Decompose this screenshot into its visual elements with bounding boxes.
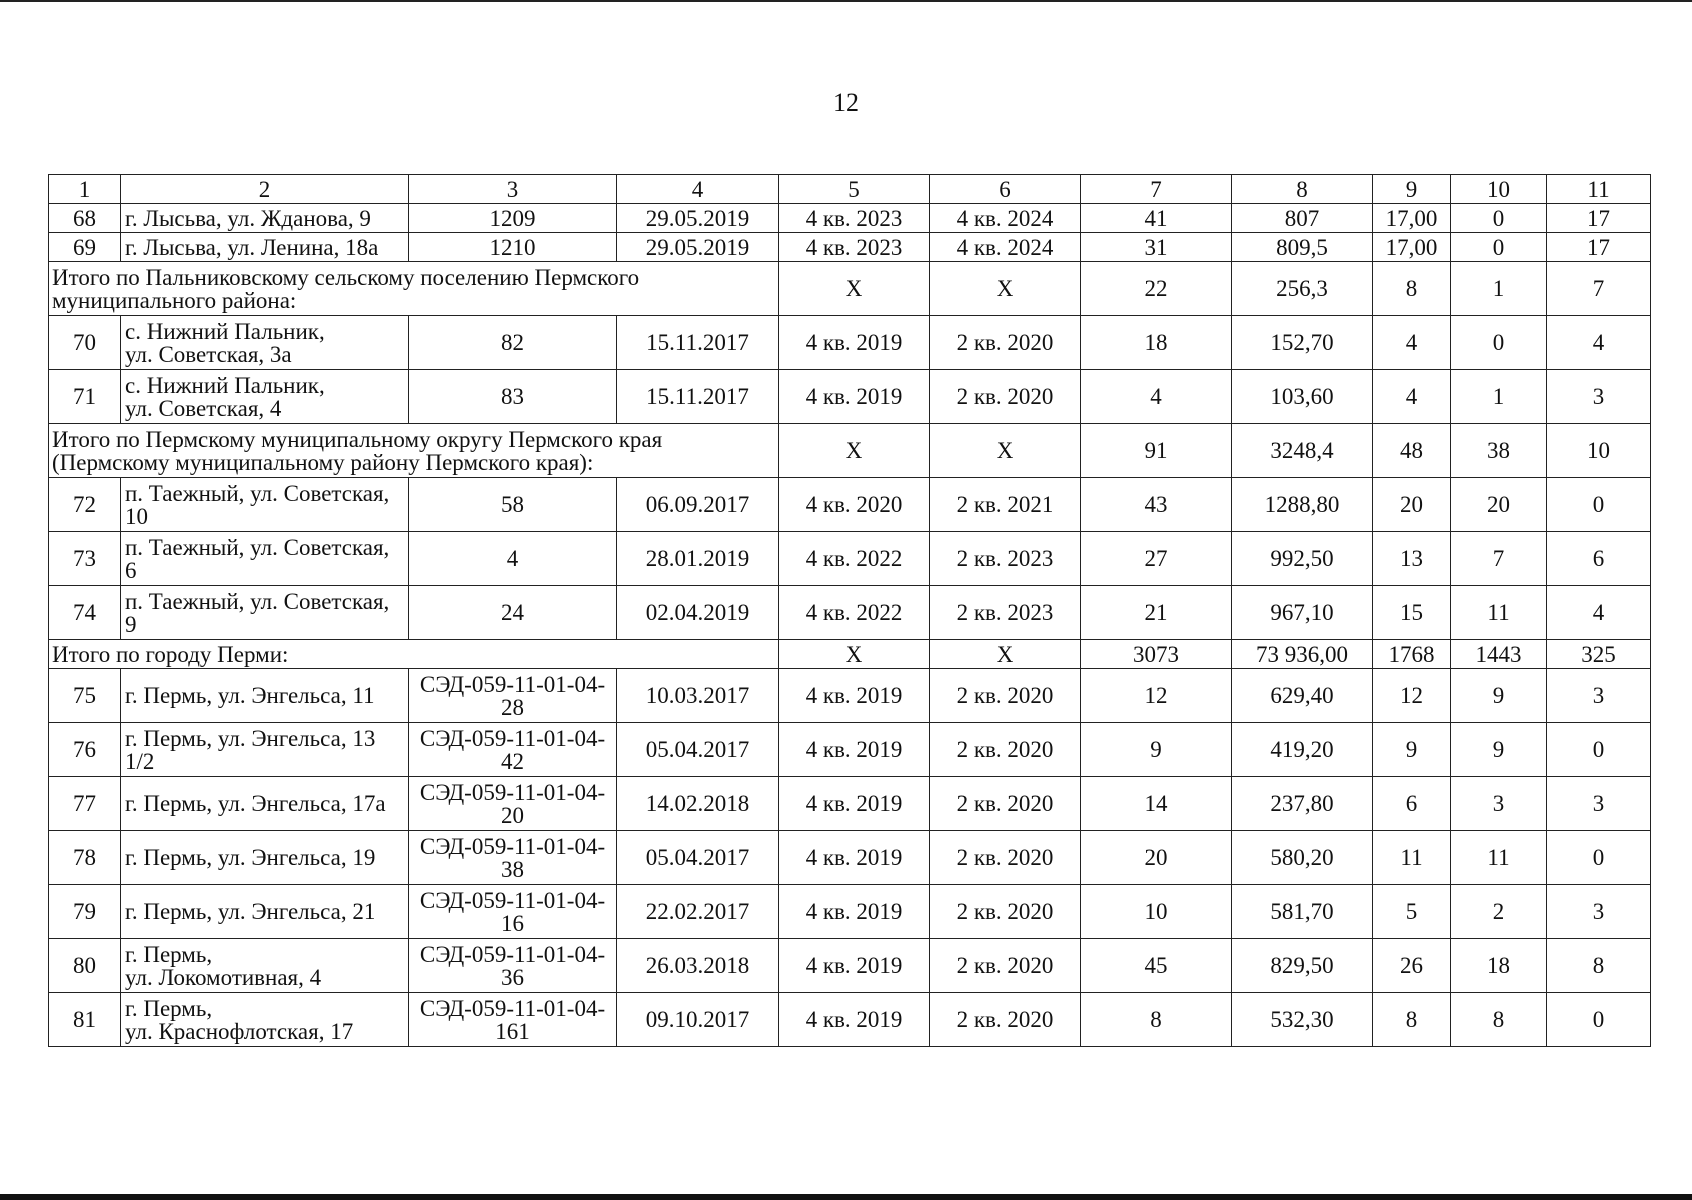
subtotal-row: [49, 640, 1651, 669]
document-number: [409, 478, 617, 532]
subtotal-row: [49, 262, 1651, 316]
row-number: 75: [49, 669, 121, 723]
planned-end: 2 кв. 2023: [930, 532, 1081, 586]
document-number-line: 161: [495, 1018, 530, 1044]
address-line: г. Пермь,: [125, 941, 213, 967]
row-number: 79: [49, 885, 121, 939]
col9-value: 11: [1373, 831, 1451, 885]
row-number: 78: [49, 831, 121, 885]
col10-value: 1: [1451, 262, 1547, 316]
document-number: [409, 233, 617, 262]
address: [121, 233, 409, 262]
col9-value: 20: [1373, 478, 1451, 532]
table-row: [49, 316, 1651, 370]
table-row: [49, 532, 1651, 586]
col11-value: 8: [1547, 939, 1651, 993]
area-value: 581,70: [1232, 885, 1373, 939]
row-number: 76: [49, 723, 121, 777]
document-number-line: СЭД-059-11-01-04-: [419, 671, 606, 697]
row-number: 71: [49, 370, 121, 424]
residents-count: 20: [1081, 831, 1232, 885]
col9-value: 6: [1373, 777, 1451, 831]
document-number-line: 38: [501, 856, 524, 882]
residents-count: 18: [1081, 316, 1232, 370]
row-number: 77: [49, 777, 121, 831]
subtotal-label: [49, 640, 779, 669]
subtotal-label-line: Итого по Пермскому муниципальному округу Пермского края: [52, 426, 663, 452]
table-row: [49, 669, 1651, 723]
address-line: г. Пермь, ул. Энгельса, 21: [125, 899, 376, 924]
address-line: п. Таежный, ул. Советская,: [125, 588, 390, 614]
col10-value: 0: [1451, 204, 1547, 233]
column-number-9: 9: [1373, 175, 1451, 204]
planned-end: 2 кв. 2020: [930, 723, 1081, 777]
col11-value: 17: [1547, 204, 1651, 233]
col9-value: 48: [1373, 424, 1451, 478]
scan-bottom-edge: [0, 1194, 1692, 1200]
residents-count: 21: [1081, 586, 1232, 640]
col11-value: 6: [1547, 532, 1651, 586]
area-value: 237,80: [1232, 777, 1373, 831]
document-number: [409, 586, 617, 640]
col10-value: 11: [1451, 586, 1547, 640]
scan-top-edge: [0, 0, 1692, 2]
subtotal-label: [49, 262, 779, 316]
address-line: ул. Краснофлотская, 17: [125, 1018, 354, 1044]
table-row: [49, 993, 1651, 1047]
address-line: г. Лысьва, ул. Жданова, 9: [125, 205, 371, 231]
document-date: 15.11.2017: [617, 370, 779, 424]
area-value: 3248,4: [1232, 424, 1373, 478]
address-line: 1/2: [125, 748, 155, 774]
col9-value: 9: [1373, 723, 1451, 777]
document-number-line: 16: [501, 910, 524, 936]
document-number: [409, 532, 617, 586]
address-line: ул. Советская, 4: [125, 395, 282, 421]
address-line: г. Пермь,: [125, 995, 213, 1021]
column-number-1: 1: [49, 175, 121, 204]
col10-value: 9: [1451, 723, 1547, 777]
table-row: [49, 885, 1651, 939]
area-value: 807: [1232, 204, 1373, 233]
subtotal-label-line: (Пермскому муниципальному району Пермского края):: [52, 449, 594, 475]
area-value: 580,20: [1232, 831, 1373, 885]
area-value: 152,70: [1232, 316, 1373, 370]
address: [121, 478, 409, 532]
col10-value: 18: [1451, 939, 1547, 993]
subtotal-label-line: муниципального района:: [52, 287, 297, 313]
document-number-line: СЭД-059-11-01-04-: [419, 995, 606, 1021]
subtotal-label-line: Итого по Пальниковскому сельскому поселению Пермского: [52, 264, 640, 290]
address: [121, 370, 409, 424]
planned-end: 2 кв. 2020: [930, 885, 1081, 939]
document-date: 29.05.2019: [617, 204, 779, 233]
address-line: с. Нижний Пальник,: [125, 372, 325, 398]
residents-count: 31: [1081, 233, 1232, 262]
planned-end: 2 кв. 2020: [930, 316, 1081, 370]
document-date: 29.05.2019: [617, 233, 779, 262]
document-number-line: СЭД-059-11-01-04-: [419, 833, 606, 859]
row-number: 68: [49, 204, 121, 233]
planned-start: 4 кв. 2022: [779, 586, 930, 640]
planned-start: 4 кв. 2023: [779, 233, 930, 262]
document-number-line: 20: [501, 802, 524, 828]
document-number: [409, 993, 617, 1047]
address-line: г. Пермь, ул. Энгельса, 11: [125, 683, 375, 708]
planned-start: 4 кв. 2019: [779, 885, 930, 939]
address: [121, 831, 409, 885]
subtotal-row: [49, 424, 1651, 478]
document-date: 09.10.2017: [617, 993, 779, 1047]
column-number-5: 5: [779, 175, 930, 204]
document-number-line: 82: [501, 330, 524, 355]
planned-end: Х: [930, 640, 1081, 669]
residents-count: 8: [1081, 993, 1232, 1047]
col10-value: 1443: [1451, 640, 1547, 669]
document-number-line: 24: [501, 600, 524, 625]
document-number: [409, 669, 617, 723]
document-number-line: СЭД-059-11-01-04-: [419, 941, 606, 967]
residents-count: 41: [1081, 204, 1232, 233]
address: [121, 204, 409, 233]
residents-count: 3073: [1081, 640, 1232, 669]
area-value: 629,40: [1232, 669, 1373, 723]
row-number: 74: [49, 586, 121, 640]
col11-value: 3: [1547, 370, 1651, 424]
area-value: 967,10: [1232, 586, 1373, 640]
col9-value: 17,00: [1373, 233, 1451, 262]
document-number-line: СЭД-059-11-01-04-: [419, 887, 606, 913]
column-number-10: 10: [1451, 175, 1547, 204]
planned-start: Х: [779, 424, 930, 478]
area-value: 256,3: [1232, 262, 1373, 316]
column-number-2: 2: [121, 175, 409, 204]
col11-value: 325: [1547, 640, 1651, 669]
address-line: г. Пермь, ул. Энгельса, 13: [125, 725, 376, 751]
residents-count: 27: [1081, 532, 1232, 586]
col10-value: 20: [1451, 478, 1547, 532]
planned-start: 4 кв. 2020: [779, 478, 930, 532]
planned-end: Х: [930, 262, 1081, 316]
planned-start: 4 кв. 2023: [779, 204, 930, 233]
planned-start: 4 кв. 2019: [779, 939, 930, 993]
table-row: [49, 370, 1651, 424]
col9-value: 8: [1373, 993, 1451, 1047]
col9-value: 15: [1373, 586, 1451, 640]
address: [121, 532, 409, 586]
document-number-line: 58: [501, 492, 524, 517]
column-number-8: 8: [1232, 175, 1373, 204]
column-number-6: 6: [930, 175, 1081, 204]
col11-value: 17: [1547, 233, 1651, 262]
address: [121, 885, 409, 939]
row-number: 70: [49, 316, 121, 370]
residents-count: 12: [1081, 669, 1232, 723]
table-row: [49, 204, 1651, 233]
document-date: 02.04.2019: [617, 586, 779, 640]
row-number: 81: [49, 993, 121, 1047]
residents-count: 14: [1081, 777, 1232, 831]
document-number-line: СЭД-059-11-01-04-: [419, 779, 606, 805]
col10-value: 38: [1451, 424, 1547, 478]
address: [121, 993, 409, 1047]
address-line: 10: [125, 503, 148, 529]
document-date: 22.02.2017: [617, 885, 779, 939]
address-line: г. Пермь, ул. Энгельса, 17а: [125, 791, 386, 816]
col11-value: 10: [1547, 424, 1651, 478]
col9-value: 4: [1373, 316, 1451, 370]
col10-value: 8: [1451, 993, 1547, 1047]
planned-end: 2 кв. 2023: [930, 586, 1081, 640]
area-value: 73 936,00: [1232, 640, 1373, 669]
document-date: 05.04.2017: [617, 831, 779, 885]
document-date: 06.09.2017: [617, 478, 779, 532]
planned-start: 4 кв. 2019: [779, 370, 930, 424]
area-value: 532,30: [1232, 993, 1373, 1047]
table-row: [49, 831, 1651, 885]
subtotal-label: [49, 424, 779, 478]
col11-value: 7: [1547, 262, 1651, 316]
col9-value: 5: [1373, 885, 1451, 939]
col9-value: 8: [1373, 262, 1451, 316]
col10-value: 0: [1451, 233, 1547, 262]
residents-count: 43: [1081, 478, 1232, 532]
planned-start: Х: [779, 262, 930, 316]
address: [121, 669, 409, 723]
col9-value: 13: [1373, 532, 1451, 586]
address-line: 9: [125, 611, 137, 637]
table-row: [49, 478, 1651, 532]
address: [121, 723, 409, 777]
col11-value: 3: [1547, 885, 1651, 939]
area-value: 1288,80: [1232, 478, 1373, 532]
planned-end: 2 кв. 2020: [930, 669, 1081, 723]
planned-end: 2 кв. 2021: [930, 478, 1081, 532]
address-line: п. Таежный, ул. Советская,: [125, 480, 390, 506]
document-number: [409, 885, 617, 939]
col9-value: 26: [1373, 939, 1451, 993]
col11-value: 0: [1547, 723, 1651, 777]
planned-end: 2 кв. 2020: [930, 370, 1081, 424]
column-number-row: [49, 175, 1651, 204]
planned-start: 4 кв. 2019: [779, 777, 930, 831]
document-date: 05.04.2017: [617, 723, 779, 777]
document-number-line: 83: [501, 384, 524, 409]
planned-end: 2 кв. 2020: [930, 777, 1081, 831]
planned-end: 4 кв. 2024: [930, 233, 1081, 262]
col10-value: 11: [1451, 831, 1547, 885]
table-row: [49, 723, 1651, 777]
area-value: 809,5: [1232, 233, 1373, 262]
document-number: [409, 939, 617, 993]
area-value: 992,50: [1232, 532, 1373, 586]
column-number-4: 4: [617, 175, 779, 204]
residents-count: 4: [1081, 370, 1232, 424]
column-number-3: 3: [409, 175, 617, 204]
area-value: 419,20: [1232, 723, 1373, 777]
col10-value: 0: [1451, 316, 1547, 370]
document-date: 26.03.2018: [617, 939, 779, 993]
planned-start: 4 кв. 2019: [779, 316, 930, 370]
address-line: г. Пермь, ул. Энгельса, 19: [125, 845, 376, 870]
residents-count: 10: [1081, 885, 1232, 939]
col9-value: 4: [1373, 370, 1451, 424]
document-number: [409, 370, 617, 424]
subtotal-label-line: Итого по городу Перми:: [52, 641, 289, 667]
address-line: г. Лысьва, ул. Ленина, 18а: [125, 234, 379, 260]
address-line: ул. Советская, 3а: [125, 341, 292, 367]
address: [121, 777, 409, 831]
column-number-11: 11: [1547, 175, 1651, 204]
document-date: 14.02.2018: [617, 777, 779, 831]
document-number: [409, 723, 617, 777]
document-number-line: 4: [506, 546, 519, 571]
address-line: ул. Локомотивная, 4: [125, 964, 322, 990]
col9-value: 1768: [1373, 640, 1451, 669]
planned-end: 4 кв. 2024: [930, 204, 1081, 233]
address: [121, 586, 409, 640]
document-number-line: СЭД-059-11-01-04-: [419, 725, 606, 751]
document-number: [409, 316, 617, 370]
col10-value: 7: [1451, 532, 1547, 586]
table-row: [49, 939, 1651, 993]
document-number-line: 1209: [489, 205, 536, 231]
table-row: [49, 777, 1651, 831]
col9-value: 17,00: [1373, 204, 1451, 233]
col10-value: 2: [1451, 885, 1547, 939]
row-number: 69: [49, 233, 121, 262]
document-number-line: 36: [501, 964, 524, 990]
table-row: [49, 586, 1651, 640]
col11-value: 4: [1547, 586, 1651, 640]
planned-start: 4 кв. 2019: [779, 993, 930, 1047]
document-number-line: 1210: [489, 234, 536, 260]
document-date: 10.03.2017: [617, 669, 779, 723]
area-value: 103,60: [1232, 370, 1373, 424]
address: [121, 939, 409, 993]
address: [121, 316, 409, 370]
col11-value: 3: [1547, 777, 1651, 831]
col11-value: 0: [1547, 478, 1651, 532]
document-date: 28.01.2019: [617, 532, 779, 586]
planned-start: 4 кв. 2022: [779, 532, 930, 586]
address-line: п. Таежный, ул. Советская,: [125, 534, 390, 560]
document-number: [409, 777, 617, 831]
col11-value: 0: [1547, 831, 1651, 885]
housing-program-table: [48, 174, 1651, 1047]
planned-end: Х: [930, 424, 1081, 478]
planned-start: 4 кв. 2019: [779, 669, 930, 723]
residents-count: 45: [1081, 939, 1232, 993]
row-number: 80: [49, 939, 121, 993]
col10-value: 3: [1451, 777, 1547, 831]
planned-start: Х: [779, 640, 930, 669]
document-number-line: 42: [501, 748, 524, 774]
document-number: [409, 204, 617, 233]
planned-end: 2 кв. 2020: [930, 993, 1081, 1047]
col11-value: 3: [1547, 669, 1651, 723]
table-row: [49, 233, 1651, 262]
residents-count: 22: [1081, 262, 1232, 316]
col11-value: 0: [1547, 993, 1651, 1047]
address-line: 6: [125, 557, 137, 583]
page-number: 12: [833, 88, 859, 117]
residents-count: 91: [1081, 424, 1232, 478]
residents-count: 9: [1081, 723, 1232, 777]
address-line: с. Нижний Пальник,: [125, 318, 325, 344]
planned-end: 2 кв. 2020: [930, 939, 1081, 993]
row-number: 72: [49, 478, 121, 532]
planned-end: 2 кв. 2020: [930, 831, 1081, 885]
col10-value: 9: [1451, 669, 1547, 723]
col11-value: 4: [1547, 316, 1651, 370]
col9-value: 12: [1373, 669, 1451, 723]
document-number: [409, 831, 617, 885]
planned-start: 4 кв. 2019: [779, 723, 930, 777]
area-value: 829,50: [1232, 939, 1373, 993]
col10-value: 1: [1451, 370, 1547, 424]
document-number-line: 28: [501, 694, 524, 720]
planned-start: 4 кв. 2019: [779, 831, 930, 885]
column-number-7: 7: [1081, 175, 1232, 204]
document-date: 15.11.2017: [617, 316, 779, 370]
row-number: 73: [49, 532, 121, 586]
